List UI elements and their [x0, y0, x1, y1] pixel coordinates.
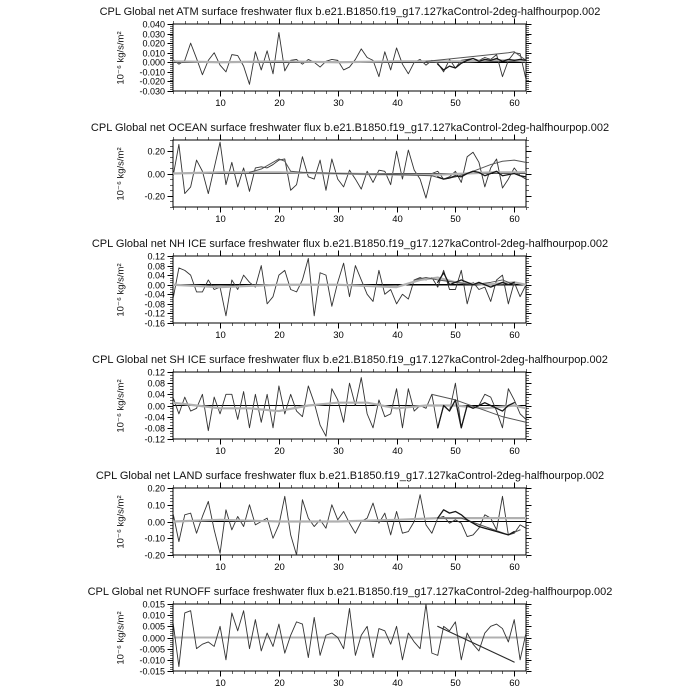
svg-text:-0.12: -0.12 [144, 308, 165, 319]
svg-text:20: 20 [274, 330, 285, 341]
svg-text:0.040: 0.040 [142, 19, 165, 30]
svg-text:-0.08: -0.08 [144, 299, 165, 310]
svg-text:-0.20: -0.20 [144, 191, 165, 202]
svg-text:-0.04: -0.04 [144, 412, 165, 423]
panel-atm: CPL Global net ATM surface freshwater flux b.e21.B1850.f19_g17.127kaControl-2deg-halfhourpop.002 10⁻⁶ kg/s/m² 0.040 0.030 0.020 0.010 0.000 -0.010 -0.020 -0.030 10 20 30 40 50 60 [0, 0, 700, 116]
svg-text:0.08: 0.08 [147, 378, 165, 389]
svg-text:40: 40 [392, 446, 403, 457]
panel-sh-ice: CPL Global net SH ICE surface freshwater flux b.e21.B1850.f19_g17.127kaControl-2deg-halfhourpop.002 10⁻⁶ kg/s/m² 0.12 0.08 0.04 0.00 -0.04 -0.08 -0.12 10 20 30 40 50 60 [0, 348, 700, 464]
svg-text:30: 30 [333, 98, 344, 109]
svg-text:0.015: 0.015 [142, 599, 165, 610]
svg-text:40: 40 [392, 678, 403, 689]
plot-area-runoff [0, 580, 700, 696]
svg-text:10: 10 [215, 446, 226, 457]
svg-text:-0.20: -0.20 [144, 550, 165, 561]
panel-title-ocean: CPL Global net OCEAN surface freshwater flux b.e21.B1850.f19_g17.127kaControl-2deg-halfhourpop.002 [90, 122, 610, 134]
svg-text:10: 10 [215, 678, 226, 689]
svg-text:0.000: 0.000 [142, 57, 165, 68]
svg-text:60: 60 [509, 562, 520, 573]
panel-nh-ice: CPL Global net NH ICE surface freshwater flux b.e21.B1850.f19_g17.127kaControl-2deg-halfhourpop.002 10⁻⁶ kg/s/m² 0.12 0.08 0.04 0.00 -0.04 -0.08 -0.12 -0.16 10 20 30 40 50 60 [0, 232, 700, 348]
panel-title-land: CPL Global net LAND surface freshwater flux b.e21.B1850.f19_g17.127kaControl-2deg-halfhourpop.002 [95, 470, 605, 482]
svg-text:50: 50 [450, 678, 461, 689]
svg-text:-0.010: -0.010 [139, 67, 165, 78]
panel-title-sh-ice: CPL Global net SH ICE surface freshwater flux b.e21.B1850.f19_g17.127kaControl-2deg-halfhourpop.002 [92, 354, 608, 366]
svg-text:20: 20 [274, 562, 285, 573]
svg-text:-0.04: -0.04 [144, 289, 165, 300]
panel-title-runoff: CPL Global net RUNOFF surface freshwater flux b.e21.B1850.f19_g17.127kaControl-2deg-halfhourpop.002 [87, 586, 613, 598]
svg-text:-0.020: -0.020 [139, 76, 165, 87]
svg-text:0.005: 0.005 [142, 621, 165, 632]
svg-text:0.10: 0.10 [147, 500, 165, 511]
svg-text:50: 50 [450, 214, 461, 225]
svg-text:60: 60 [509, 98, 520, 109]
plot-area-sh-ice [0, 348, 700, 464]
svg-text:60: 60 [509, 214, 520, 225]
svg-text:30: 30 [333, 562, 344, 573]
svg-text:0.010: 0.010 [142, 48, 165, 59]
svg-text:0.04: 0.04 [147, 270, 165, 281]
svg-text:10: 10 [215, 214, 226, 225]
svg-text:50: 50 [450, 562, 461, 573]
svg-text:-0.10: -0.10 [144, 533, 165, 544]
svg-text:0.12: 0.12 [147, 367, 165, 378]
svg-text:0.04: 0.04 [147, 389, 165, 400]
svg-text:20: 20 [274, 98, 285, 109]
svg-text:60: 60 [509, 446, 520, 457]
svg-text:0.12: 0.12 [147, 251, 165, 262]
panel-runoff: CPL Global net RUNOFF surface freshwater flux b.e21.B1850.f19_g17.127kaControl-2deg-halfhourpop.002 10⁻⁶ kg/s/m² 0.015 0.010 0.005 0.000 -0.005 -0.010 -0.015 10 20 30 40 50 60 [0, 580, 700, 696]
plot-area-ocean [0, 116, 700, 232]
svg-text:50: 50 [450, 98, 461, 109]
svg-text:50: 50 [450, 330, 461, 341]
svg-text:0.030: 0.030 [142, 29, 165, 40]
svg-text:40: 40 [392, 330, 403, 341]
svg-text:-0.030: -0.030 [139, 86, 165, 97]
svg-text:0.08: 0.08 [147, 261, 165, 272]
plot-area-nh-ice [0, 232, 700, 348]
svg-text:0.010: 0.010 [142, 610, 165, 621]
svg-text:30: 30 [333, 330, 344, 341]
svg-text:10: 10 [215, 562, 226, 573]
svg-text:30: 30 [333, 446, 344, 457]
svg-text:-0.08: -0.08 [144, 423, 165, 434]
svg-text:40: 40 [392, 562, 403, 573]
svg-text:10: 10 [215, 330, 226, 341]
svg-text:0.000: 0.000 [142, 633, 165, 644]
panel-ocean: CPL Global net OCEAN surface freshwater flux b.e21.B1850.f19_g17.127kaControl-2deg-halfhourpop.002 10⁻⁶ kg/s/m² 0.20 0.00 -0.20 10 20 30 40 50 60 [0, 116, 700, 232]
svg-text:30: 30 [333, 214, 344, 225]
svg-text:60: 60 [509, 330, 520, 341]
panel-title-nh-ice: CPL Global net NH ICE surface freshwater flux b.e21.B1850.f19_g17.127kaControl-2deg-halfhourpop.002 [91, 238, 609, 250]
panel-land: CPL Global net LAND surface freshwater flux b.e21.B1850.f19_g17.127kaControl-2deg-halfhourpop.002 10⁻⁶ kg/s/m² 0.20 0.10 0.00 -0.10 -0.20 10 20 30 40 50 60 [0, 464, 700, 580]
svg-text:-0.12: -0.12 [144, 434, 165, 445]
svg-text:60: 60 [509, 678, 520, 689]
plot-area-atm [0, 0, 700, 116]
svg-text:50: 50 [450, 446, 461, 457]
svg-text:0.00: 0.00 [147, 401, 165, 412]
svg-text:40: 40 [392, 98, 403, 109]
svg-text:0.00: 0.00 [147, 517, 165, 528]
svg-text:-0.005: -0.005 [139, 644, 165, 655]
svg-text:20: 20 [274, 214, 285, 225]
svg-text:10: 10 [215, 98, 226, 109]
svg-text:-0.010: -0.010 [139, 655, 165, 666]
svg-text:30: 30 [333, 678, 344, 689]
svg-text:-0.015: -0.015 [139, 666, 165, 677]
svg-text:0.00: 0.00 [147, 280, 165, 291]
svg-text:0.00: 0.00 [147, 169, 165, 180]
svg-text:0.020: 0.020 [142, 38, 165, 49]
svg-text:20: 20 [274, 446, 285, 457]
plot-area-land [0, 464, 700, 580]
svg-text:20: 20 [274, 678, 285, 689]
svg-text:0.20: 0.20 [147, 483, 165, 494]
svg-text:40: 40 [392, 214, 403, 225]
svg-text:0.20: 0.20 [147, 146, 165, 157]
svg-text:-0.16: -0.16 [144, 318, 165, 329]
panel-title-atm: CPL Global net ATM surface freshwater flux b.e21.B1850.f19_g17.127kaControl-2deg-halfhourpop.002 [99, 6, 601, 18]
